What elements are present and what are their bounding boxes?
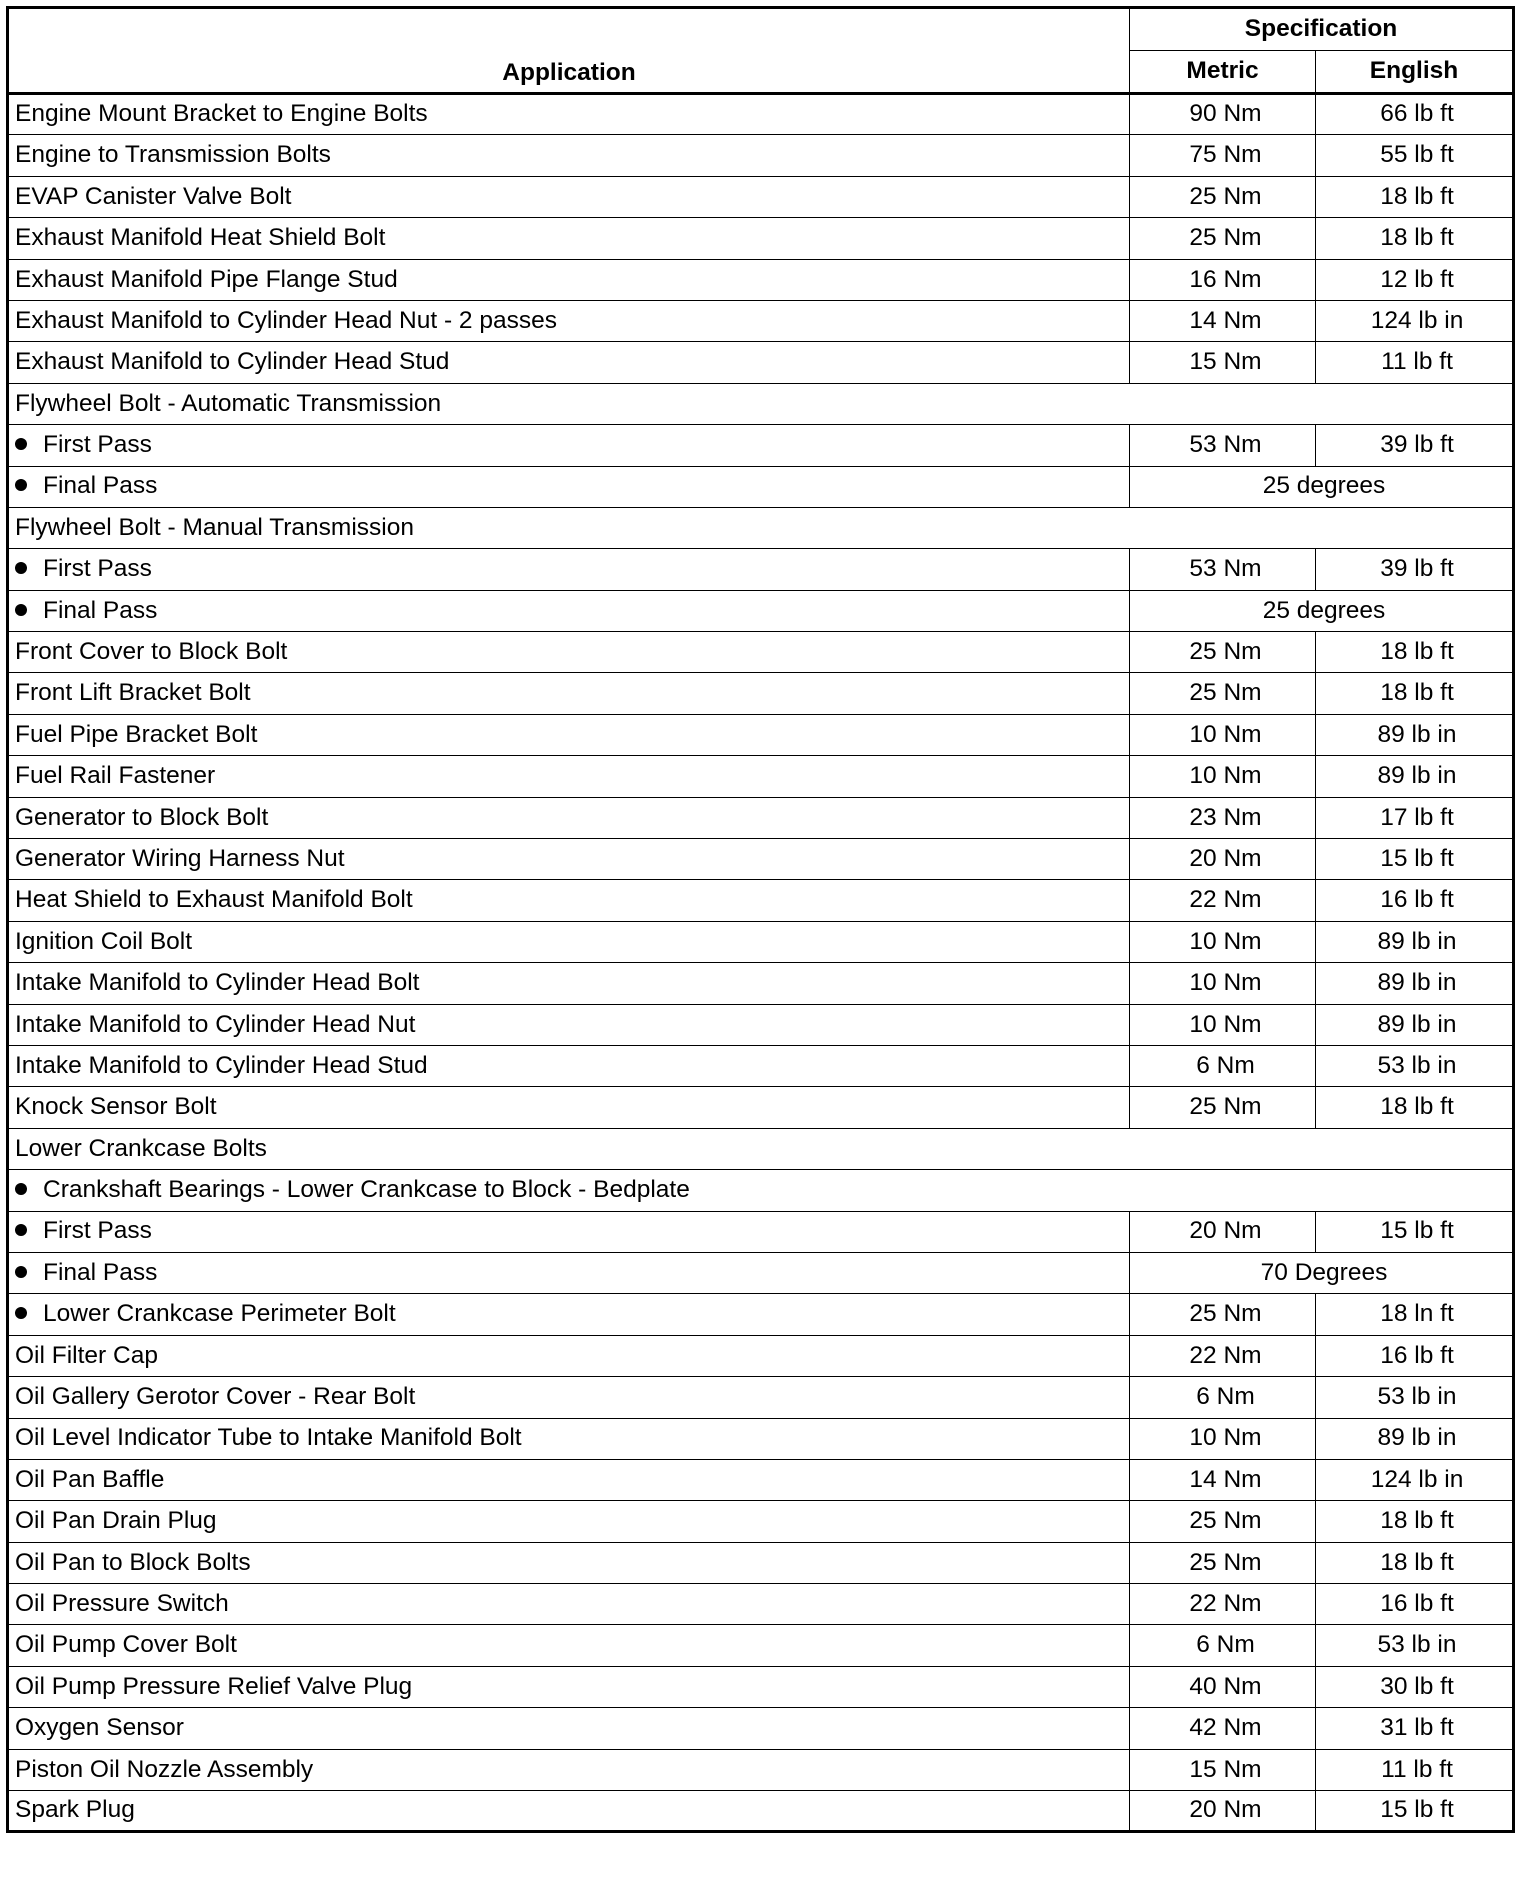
metric-cell: 20 Nm bbox=[1130, 839, 1316, 880]
table-row bbox=[8, 756, 1514, 797]
application-label: Lower Crankcase Perimeter Bolt bbox=[43, 1300, 396, 1328]
application-cell bbox=[8, 425, 1130, 466]
application-cell bbox=[8, 1294, 1130, 1335]
metric-cell: 25 Nm bbox=[1130, 1294, 1316, 1335]
table-row bbox=[8, 549, 1514, 590]
application-label: Intake Manifold to Cylinder Head Bolt bbox=[15, 969, 420, 997]
application-label: First Pass bbox=[43, 1217, 152, 1245]
bullet-icon bbox=[15, 438, 27, 450]
application-label: Exhaust Manifold to Cylinder Head Stud bbox=[15, 348, 450, 376]
metric-cell: 23 Nm bbox=[1130, 797, 1316, 838]
english-cell: 39 lb ft bbox=[1316, 425, 1514, 466]
application-label: Oil Pump Cover Bolt bbox=[15, 1631, 237, 1659]
application-cell bbox=[8, 176, 1130, 217]
english-cell: 18 lb ft bbox=[1316, 1542, 1514, 1583]
application-cell bbox=[8, 880, 1130, 921]
english-cell: 124 lb in bbox=[1316, 1459, 1514, 1500]
english-cell: 15 lb ft bbox=[1316, 839, 1514, 880]
metric-cell: 25 Nm bbox=[1130, 1087, 1316, 1128]
application-cell bbox=[8, 590, 1130, 631]
application-cell bbox=[8, 1542, 1130, 1583]
metric-cell: 25 Nm bbox=[1130, 673, 1316, 714]
application-cell bbox=[8, 259, 1130, 300]
application-label: First Pass bbox=[43, 555, 152, 583]
application-label: Front Cover to Block Bolt bbox=[15, 638, 288, 666]
bullet-icon bbox=[15, 562, 27, 574]
table-row bbox=[8, 632, 1514, 673]
table-row bbox=[8, 218, 1514, 259]
application-column-header: Application bbox=[8, 8, 1130, 94]
english-cell: 18 ln ft bbox=[1316, 1294, 1514, 1335]
metric-cell: 14 Nm bbox=[1130, 300, 1316, 341]
english-cell: 124 lb in bbox=[1316, 300, 1514, 341]
table-row bbox=[8, 839, 1514, 880]
application-label: Intake Manifold to Cylinder Head Stud bbox=[15, 1051, 428, 1079]
metric-cell: 10 Nm bbox=[1130, 1418, 1316, 1459]
application-label: Ignition Coil Bolt bbox=[15, 927, 193, 955]
bullet-icon bbox=[15, 1224, 27, 1236]
application-cell bbox=[8, 135, 1130, 176]
table-row bbox=[8, 880, 1514, 921]
metric-cell: 10 Nm bbox=[1130, 756, 1316, 797]
metric-cell: 15 Nm bbox=[1130, 342, 1316, 383]
application-cell bbox=[8, 756, 1130, 797]
torque-spec-sheet bbox=[6, 6, 1512, 1833]
application-label: Flywheel Bolt - Manual Transmission bbox=[15, 513, 414, 541]
english-cell: 89 lb in bbox=[1316, 1418, 1514, 1459]
table-row bbox=[8, 1335, 1514, 1376]
application-label: Crankshaft Bearings - Lower Crankcase to Block - Bedplate bbox=[43, 1176, 690, 1204]
metric-cell: 25 Nm bbox=[1130, 1542, 1316, 1583]
table-row bbox=[8, 1459, 1514, 1500]
application-cell bbox=[8, 632, 1130, 673]
application-label: Final Pass bbox=[43, 472, 158, 500]
bullet-icon bbox=[15, 1266, 27, 1278]
application-cell bbox=[8, 218, 1130, 259]
english-cell: 89 lb in bbox=[1316, 714, 1514, 755]
application-cell bbox=[8, 1170, 1514, 1211]
metric-cell: 90 Nm bbox=[1130, 94, 1316, 135]
english-cell: 18 lb ft bbox=[1316, 176, 1514, 217]
metric-cell: 16 Nm bbox=[1130, 259, 1316, 300]
english-cell: 12 lb ft bbox=[1316, 259, 1514, 300]
table-group-row bbox=[8, 507, 1514, 548]
table-row bbox=[8, 673, 1514, 714]
application-label: First Pass bbox=[43, 431, 152, 459]
english-column-header: English bbox=[1316, 51, 1514, 94]
metric-cell: 25 Nm bbox=[1130, 176, 1316, 217]
english-cell: 15 lb ft bbox=[1316, 1791, 1514, 1832]
table-row bbox=[8, 300, 1514, 341]
table-row bbox=[8, 1004, 1514, 1045]
metric-cell: 10 Nm bbox=[1130, 963, 1316, 1004]
application-cell bbox=[8, 1004, 1130, 1045]
application-label: Piston Oil Nozzle Assembly bbox=[15, 1755, 314, 1783]
table-row bbox=[8, 1625, 1514, 1666]
english-cell: 11 lb ft bbox=[1316, 342, 1514, 383]
application-cell bbox=[8, 839, 1130, 880]
application-label: Engine to Transmission Bolts bbox=[15, 141, 331, 169]
english-cell: 53 lb in bbox=[1316, 1377, 1514, 1418]
english-cell: 30 lb ft bbox=[1316, 1666, 1514, 1707]
metric-cell: 75 Nm bbox=[1130, 135, 1316, 176]
table-row bbox=[8, 94, 1514, 135]
english-cell: 11 lb ft bbox=[1316, 1749, 1514, 1790]
table-row bbox=[8, 1542, 1514, 1583]
application-cell bbox=[8, 1625, 1130, 1666]
table-body bbox=[8, 94, 1514, 1832]
application-label: Oxygen Sensor bbox=[15, 1714, 184, 1742]
application-label: Lower Crankcase Bolts bbox=[15, 1134, 267, 1162]
application-label: Knock Sensor Bolt bbox=[15, 1093, 217, 1121]
table-row bbox=[8, 135, 1514, 176]
specification-table bbox=[6, 6, 1515, 1833]
metric-cell: 20 Nm bbox=[1130, 1211, 1316, 1252]
application-label: Engine Mount Bracket to Engine Bolts bbox=[15, 100, 428, 128]
table-row bbox=[8, 176, 1514, 217]
table-row bbox=[8, 714, 1514, 755]
english-cell: 18 lb ft bbox=[1316, 673, 1514, 714]
application-label: Heat Shield to Exhaust Manifold Bolt bbox=[15, 886, 413, 914]
metric-cell: 10 Nm bbox=[1130, 1004, 1316, 1045]
application-cell bbox=[8, 673, 1130, 714]
english-cell: 18 lb ft bbox=[1316, 1087, 1514, 1128]
application-cell bbox=[8, 1087, 1130, 1128]
english-cell: 89 lb in bbox=[1316, 756, 1514, 797]
application-label: Oil Pump Pressure Relief Valve Plug bbox=[15, 1672, 413, 1700]
application-label: Generator to Block Bolt bbox=[15, 803, 269, 831]
application-cell bbox=[8, 1708, 1130, 1749]
metric-cell: 22 Nm bbox=[1130, 1335, 1316, 1376]
english-cell: 89 lb in bbox=[1316, 921, 1514, 962]
application-cell bbox=[8, 1749, 1130, 1790]
application-label: Generator Wiring Harness Nut bbox=[15, 844, 345, 872]
table-group-row bbox=[8, 1128, 1514, 1169]
table-row bbox=[8, 342, 1514, 383]
table-row bbox=[8, 466, 1514, 507]
table-group-row bbox=[8, 383, 1514, 424]
application-cell bbox=[8, 714, 1130, 755]
english-cell: 89 lb in bbox=[1316, 963, 1514, 1004]
application-label: Exhaust Manifold Heat Shield Bolt bbox=[15, 224, 386, 252]
application-cell bbox=[8, 1584, 1130, 1625]
english-cell: 18 lb ft bbox=[1316, 632, 1514, 673]
table-row bbox=[8, 1252, 1514, 1293]
table-row bbox=[8, 1501, 1514, 1542]
metric-cell: 53 Nm bbox=[1130, 425, 1316, 466]
metric-column-header: Metric bbox=[1130, 51, 1316, 94]
application-label: Exhaust Manifold Pipe Flange Stud bbox=[15, 265, 398, 293]
english-cell: 66 lb ft bbox=[1316, 94, 1514, 135]
metric-cell: 6 Nm bbox=[1130, 1625, 1316, 1666]
english-cell: 18 lb ft bbox=[1316, 218, 1514, 259]
metric-cell: 15 Nm bbox=[1130, 1749, 1316, 1790]
application-cell bbox=[8, 1418, 1130, 1459]
metric-cell: 25 Nm bbox=[1130, 218, 1316, 259]
metric-cell: 22 Nm bbox=[1130, 1584, 1316, 1625]
table-row bbox=[8, 590, 1514, 631]
english-cell: 53 lb in bbox=[1316, 1625, 1514, 1666]
table-row bbox=[8, 1211, 1514, 1252]
application-cell bbox=[8, 1459, 1130, 1500]
application-cell bbox=[8, 1791, 1130, 1832]
application-cell bbox=[8, 383, 1514, 424]
metric-cell: 53 Nm bbox=[1130, 549, 1316, 590]
application-cell bbox=[8, 1045, 1130, 1086]
table-group-row bbox=[8, 1170, 1514, 1211]
application-cell bbox=[8, 1211, 1130, 1252]
table-row bbox=[8, 1377, 1514, 1418]
table-row bbox=[8, 1791, 1514, 1832]
application-label: Oil Filter Cap bbox=[15, 1341, 158, 1369]
application-label: Final Pass bbox=[43, 1258, 158, 1286]
application-label: Flywheel Bolt - Automatic Transmission bbox=[15, 389, 442, 417]
specification-cell: 70 Degrees bbox=[1130, 1252, 1514, 1293]
table-row bbox=[8, 1749, 1514, 1790]
application-cell bbox=[8, 466, 1130, 507]
metric-cell: 20 Nm bbox=[1130, 1791, 1316, 1832]
application-cell bbox=[8, 1128, 1514, 1169]
application-label: Oil Gallery Gerotor Cover - Rear Bolt bbox=[15, 1383, 416, 1411]
application-cell bbox=[8, 1377, 1130, 1418]
metric-cell: 25 Nm bbox=[1130, 1501, 1316, 1542]
application-label: Oil Pan to Block Bolts bbox=[15, 1548, 251, 1576]
metric-cell: 40 Nm bbox=[1130, 1666, 1316, 1707]
metric-cell: 22 Nm bbox=[1130, 880, 1316, 921]
english-cell: 16 lb ft bbox=[1316, 1335, 1514, 1376]
application-cell bbox=[8, 300, 1130, 341]
english-cell: 53 lb in bbox=[1316, 1045, 1514, 1086]
metric-cell: 25 Nm bbox=[1130, 632, 1316, 673]
table-row bbox=[8, 259, 1514, 300]
application-cell bbox=[8, 1501, 1130, 1542]
english-cell: 89 lb in bbox=[1316, 1004, 1514, 1045]
metric-cell: 14 Nm bbox=[1130, 1459, 1316, 1500]
english-cell: 55 lb ft bbox=[1316, 135, 1514, 176]
application-cell bbox=[8, 342, 1130, 383]
application-label: Final Pass bbox=[43, 596, 158, 624]
application-cell bbox=[8, 797, 1130, 838]
application-label: Fuel Rail Fastener bbox=[15, 762, 216, 790]
bullet-icon bbox=[15, 1183, 27, 1195]
metric-cell: 6 Nm bbox=[1130, 1045, 1316, 1086]
english-cell: 18 lb ft bbox=[1316, 1501, 1514, 1542]
table-row bbox=[8, 1584, 1514, 1625]
application-label: Exhaust Manifold to Cylinder Head Nut - 2 passes bbox=[15, 306, 557, 334]
bullet-icon bbox=[15, 604, 27, 616]
application-label: Spark Plug bbox=[15, 1796, 135, 1824]
specification-cell: 25 degrees bbox=[1130, 466, 1514, 507]
english-cell: 31 lb ft bbox=[1316, 1708, 1514, 1749]
specification-cell: 25 degrees bbox=[1130, 590, 1514, 631]
table-row bbox=[8, 1045, 1514, 1086]
application-cell bbox=[8, 507, 1514, 548]
application-cell bbox=[8, 1252, 1130, 1293]
english-cell: 15 lb ft bbox=[1316, 1211, 1514, 1252]
table-row bbox=[8, 921, 1514, 962]
table-row bbox=[8, 1087, 1514, 1128]
application-cell bbox=[8, 921, 1130, 962]
english-cell: 16 lb ft bbox=[1316, 880, 1514, 921]
english-cell: 39 lb ft bbox=[1316, 549, 1514, 590]
table-row bbox=[8, 425, 1514, 466]
table-row bbox=[8, 797, 1514, 838]
specification-column-header: Specification bbox=[1130, 8, 1514, 51]
bullet-icon bbox=[15, 479, 27, 491]
application-cell bbox=[8, 1666, 1130, 1707]
application-label: Oil Pan Drain Plug bbox=[15, 1507, 217, 1535]
metric-cell: 10 Nm bbox=[1130, 714, 1316, 755]
application-cell bbox=[8, 1335, 1130, 1376]
application-label: Intake Manifold to Cylinder Head Nut bbox=[15, 1010, 416, 1038]
application-label: Fuel Pipe Bracket Bolt bbox=[15, 720, 258, 748]
table-row bbox=[8, 1708, 1514, 1749]
application-label: Oil Level Indicator Tube to Intake Manifold Bolt bbox=[15, 1424, 522, 1452]
bullet-icon bbox=[15, 1307, 27, 1319]
application-label: Oil Pan Baffle bbox=[15, 1465, 165, 1493]
application-label: Front Lift Bracket Bolt bbox=[15, 679, 251, 707]
metric-cell: 6 Nm bbox=[1130, 1377, 1316, 1418]
table-row bbox=[8, 1666, 1514, 1707]
metric-cell: 10 Nm bbox=[1130, 921, 1316, 962]
english-cell: 16 lb ft bbox=[1316, 1584, 1514, 1625]
metric-cell: 42 Nm bbox=[1130, 1708, 1316, 1749]
table-row bbox=[8, 1418, 1514, 1459]
application-cell bbox=[8, 94, 1130, 135]
application-label: Oil Pressure Switch bbox=[15, 1590, 229, 1617]
application-cell bbox=[8, 549, 1130, 590]
table-row bbox=[8, 963, 1514, 1004]
application-label: EVAP Canister Valve Bolt bbox=[15, 182, 292, 210]
table-header bbox=[8, 8, 1514, 94]
application-cell bbox=[8, 963, 1130, 1004]
english-cell: 17 lb ft bbox=[1316, 797, 1514, 838]
table-row bbox=[8, 1294, 1514, 1335]
